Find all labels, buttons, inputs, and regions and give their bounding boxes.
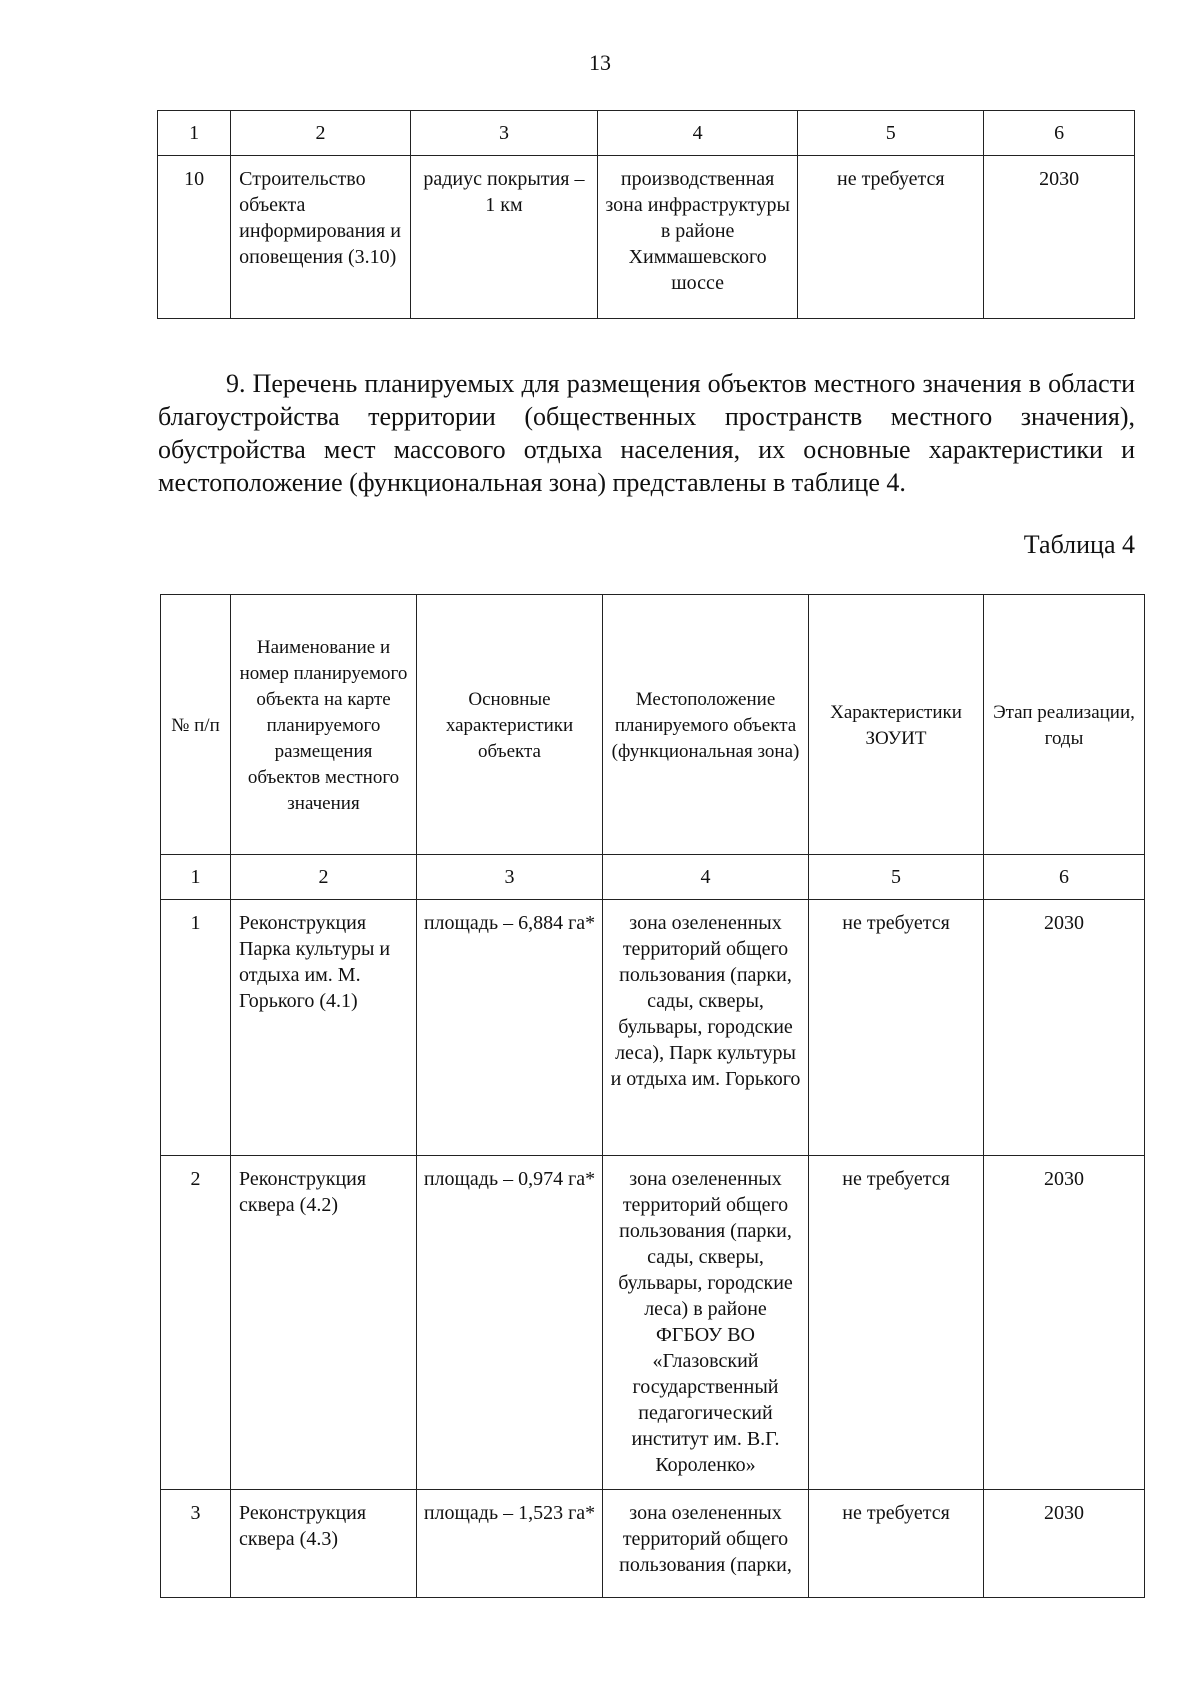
column-number: 1 [158, 111, 231, 156]
object-location: зона озелененных территорий общего пользования (парки, сады, скверы, бульвары, городские леса) в районе ФГБОУ ВО «Глазовский государственный педагогический институт им. В.Г. Короленко» [603, 1156, 809, 1490]
table-caption: Таблица 4 [1023, 530, 1135, 559]
implementation-stage: 2030 [984, 1490, 1145, 1598]
header-zouit: Характеристики ЗОУИТ [809, 595, 984, 855]
zouit-characteristics: не требуется [809, 1490, 984, 1598]
row-number: 3 [161, 1490, 231, 1598]
header-row [161, 595, 1145, 855]
table-4 [160, 594, 1145, 1598]
header-number: № п/п [161, 595, 231, 855]
header-location: Местоположение планируемого объекта (функциональная зона) [603, 595, 809, 855]
object-name: Реконструкция сквера (4.2) [231, 1156, 417, 1490]
object-location: зона озелененных территорий общего пользования (парки, [603, 1490, 809, 1598]
object-name: Строительство объекта информирования и оповещения (3.10) [231, 156, 411, 319]
table-row [161, 1156, 1145, 1490]
column-number: 6 [984, 111, 1135, 156]
column-number: 4 [598, 111, 798, 156]
table-row [161, 1490, 1145, 1598]
table-3-continuation [157, 110, 1135, 319]
object-characteristics: радиус покрытия – 1 км [410, 156, 597, 319]
header-name: Наименование и номер планируемого объекта на карте планируемого размещения объектов местного значения [231, 595, 417, 855]
column-number: 3 [410, 111, 597, 156]
object-characteristics: площадь – 6,884 га* [417, 900, 603, 1156]
column-number-row [161, 855, 1145, 900]
column-number: 4 [603, 855, 809, 900]
column-number-row [158, 111, 1135, 156]
object-name: Реконструкция Парка культуры и отдыха им. М. Горького (4.1) [231, 900, 417, 1156]
implementation-stage: 2030 [984, 1156, 1145, 1490]
row-number: 1 [161, 900, 231, 1156]
column-number: 3 [417, 855, 603, 900]
column-number: 2 [231, 855, 417, 900]
zouit-characteristics: не требуется [798, 156, 984, 319]
column-number: 6 [984, 855, 1145, 900]
table-row [161, 900, 1145, 1156]
column-number: 5 [798, 111, 984, 156]
implementation-stage: 2030 [984, 900, 1145, 1156]
column-number: 5 [809, 855, 984, 900]
zouit-characteristics: не требуется [809, 1156, 984, 1490]
column-number: 2 [231, 111, 411, 156]
page-number: 13 [589, 50, 611, 75]
row-number: 2 [161, 1156, 231, 1490]
object-characteristics: площадь – 1,523 га* [417, 1490, 603, 1598]
zouit-characteristics: не требуется [809, 900, 984, 1156]
header-characteristics: Основные характеристики объекта [417, 595, 603, 855]
implementation-stage: 2030 [984, 156, 1135, 319]
column-number: 1 [161, 855, 231, 900]
section-9-paragraph: 9. Перечень планируемых для размещения объектов местного значения в области благоустройства территории (общественных пространств местного значения), обустройства мест массового отдыха населения, их основные характеристики и местоположение (функциональная зона) представлены в таблице 4. [158, 369, 1135, 497]
object-name: Реконструкция сквера (4.3) [231, 1490, 417, 1598]
row-number: 10 [158, 156, 231, 319]
object-location: производственная зона инфраструктуры в районе Химмашевского шоссе [598, 156, 798, 319]
table-row [158, 156, 1135, 319]
object-location: зона озелененных территорий общего пользования (парки, сады, скверы, бульвары, городские леса), Парк культуры и отдыха им. Горького [603, 900, 809, 1156]
object-characteristics: площадь – 0,974 га* [417, 1156, 603, 1490]
header-stage: Этап реализации, годы [984, 595, 1145, 855]
